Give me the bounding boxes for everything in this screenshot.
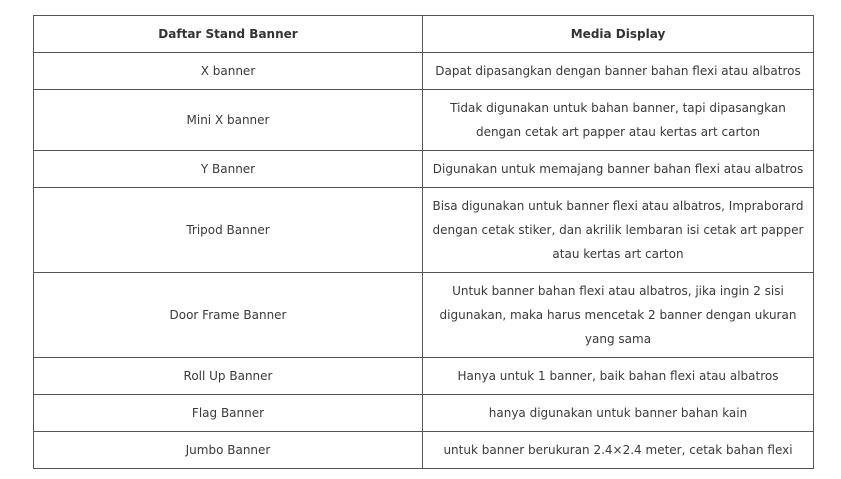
header-media: Media Display <box>423 16 814 53</box>
cell-stand: Tripod Banner <box>34 188 423 273</box>
table-row <box>34 358 814 395</box>
table-row <box>34 432 814 469</box>
cell-stand: X banner <box>34 53 423 90</box>
cell-stand: Flag Banner <box>34 395 423 432</box>
table-header-row <box>34 16 814 53</box>
cell-stand: Roll Up Banner <box>34 358 423 395</box>
cell-media: Digunakan untuk memajang banner bahan flexi atau albatros <box>423 151 814 188</box>
table-row <box>34 90 814 151</box>
cell-stand: Jumbo Banner <box>34 432 423 469</box>
table-row <box>34 53 814 90</box>
table-row <box>34 151 814 188</box>
table-row <box>34 188 814 273</box>
stand-banner-table <box>33 15 814 469</box>
cell-media: Untuk banner bahan flexi atau albatros, jika ingin 2 sisi digunakan, maka harus mencetak 2 banner dengan ukuran yang sama <box>423 273 814 358</box>
cell-media: untuk banner berukuran 2.4×2.4 meter, cetak bahan flexi <box>423 432 814 469</box>
cell-media: Tidak digunakan untuk bahan banner, tapi dipasangkan dengan cetak art papper atau kertas art carton <box>423 90 814 151</box>
cell-media: Bisa digunakan untuk banner flexi atau albatros, Impraborard dengan cetak stiker, dan akrilik lembaran isi cetak art papper atau kertas art carton <box>423 188 814 273</box>
cell-stand: Mini X banner <box>34 90 423 151</box>
cell-media: Hanya untuk 1 banner, baik bahan flexi atau albatros <box>423 358 814 395</box>
cell-media: hanya digunakan untuk banner bahan kain <box>423 395 814 432</box>
header-stand: Daftar Stand Banner <box>34 16 423 53</box>
table-row <box>34 273 814 358</box>
table-row <box>34 395 814 432</box>
cell-stand: Y Banner <box>34 151 423 188</box>
cell-stand: Door Frame Banner <box>34 273 423 358</box>
cell-media: Dapat dipasangkan dengan banner bahan flexi atau albatros <box>423 53 814 90</box>
